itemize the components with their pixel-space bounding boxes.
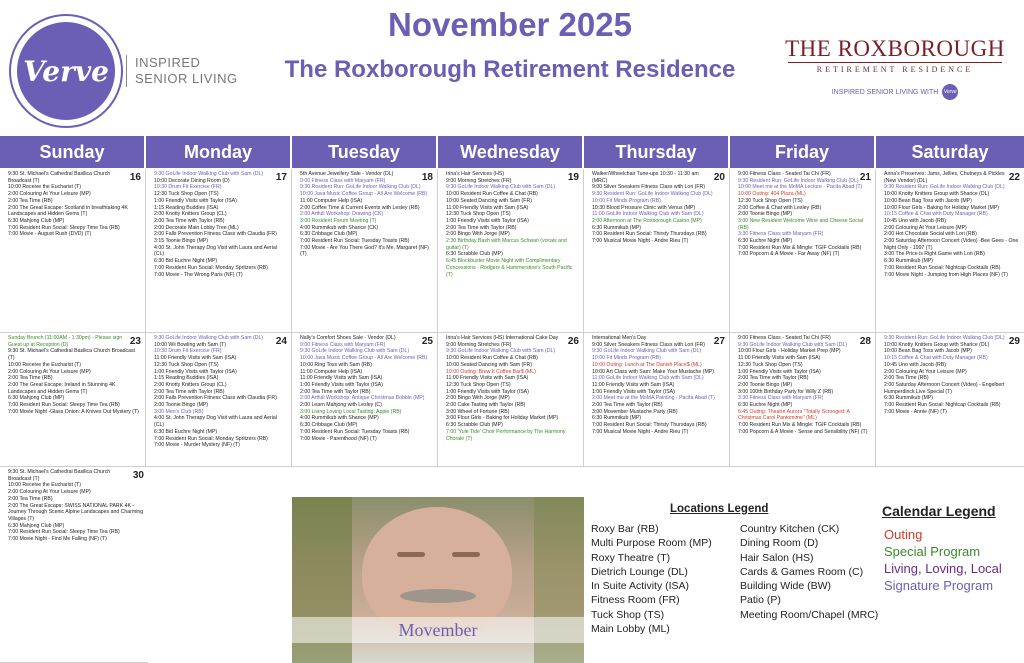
calendar-event: 2:00 Cake Tasting with Taylor (RB): [446, 402, 526, 409]
calendar-event: 10:00 Art Class with Sam: Make Your Mustache (MP): [592, 368, 714, 375]
calendar-event: 12:30 Tuck Shop Open (TS): [738, 361, 803, 368]
calendar-event: 2:00 Tea Time (RB): [8, 197, 53, 204]
location-item: Cards & Games Room (C): [740, 565, 864, 578]
calendar-event: 5th Avenue Jewellery Sale - Vendor (DL): [300, 171, 394, 177]
day-number: 16: [129, 172, 141, 183]
calendar-event: 9:00 Fitness Class with Maryam (FR): [300, 341, 386, 348]
calendar-event: 7:00 Movie Night - Find Me Falling (NF) (T): [8, 536, 107, 543]
day-number: 25: [421, 336, 433, 347]
calendar-event: 6:30 Rummikub (MP): [592, 224, 642, 231]
calendar-event: 6:30 Scrabble Club (MP): [446, 251, 503, 258]
calendar-event: 1:15 Reading Buddies (ISA): [154, 204, 219, 211]
calendar-event: 10:00 Flour Girls - Baking for Holiday Market (MP): [884, 204, 1000, 211]
calendar-event: 9:30 Resident Run: GoLife Indoor Walking Club (DL): [884, 335, 1005, 341]
calendar-event: 4:00 Rummikub with Sharice (CK): [300, 224, 379, 231]
calendar-event: 2:00 Bingo With Jorge (MP): [446, 395, 510, 402]
calendar-event: Anna's Preserves: Jams, Jellies, Chutneys & Pickles (New Vendor) (DL): [884, 171, 1005, 184]
calendar-event: 12:30 Tuck Shop Open (TS): [446, 381, 511, 388]
roxborough-logo: [780, 36, 1010, 100]
calendar-event: 7:00 Resident Run Social: Nightcap Cocktails (RB): [884, 264, 1001, 271]
calendar-event: 7:00 Resident Run Social: Sleepy Time Tea (RB): [8, 224, 120, 231]
photo-moustache: [400, 589, 476, 603]
calendar-event: 3:00 Movember Mustache Party (RB): [592, 408, 678, 415]
calendar-legend-title: Calendar Legend: [882, 503, 996, 519]
calendar-event: 10:00 Bean Bag Toss with Jacob (MP): [884, 197, 972, 204]
calendar-event: 3:30 Fitness Class with Maryam (FR): [738, 395, 824, 402]
day-number: 28: [859, 336, 871, 347]
calendar-event: 7:00 Movie - Annie (NF) (T): [884, 408, 947, 415]
calendar-event: 2:00 Meet me at the MoMA Painting - Pacita Abad (T): [592, 395, 715, 402]
calendar-event: 2:00 Coffee Time & Current Events with Lesley (RB): [300, 204, 420, 211]
calendar-event: 4:00 St. John Therapy Dog Visit with Laura and Aerial (CL): [154, 244, 277, 258]
calendar-event: 7:00 Resident Run Social: Monday Spritzers (RB): [154, 264, 268, 271]
calendar-event: 3:00 100th Birthday Party for Willy Z (RB): [738, 388, 834, 395]
calendar-event: 9:30 GoLife Indoor Walking Club with Sam (DL): [300, 348, 410, 355]
calendar-event: International Men's Day: [592, 335, 647, 341]
calendar-event: 10:00 Flour Girls - Holiday Market Prep (MP): [738, 348, 841, 355]
day-cell: [292, 169, 438, 333]
calendar-event: 10:00 Decorate Dining Room (D): [154, 177, 230, 184]
calendar-event: 2:00 Learn Mahjong with Lesley (C): [300, 402, 382, 409]
calendar-event: 7:00 Popcorn & A Movie - Sense and Sensibility (NF) (T): [738, 428, 868, 435]
calendar-event: 10:15 Coffee & Chat with Duty Manager (RB): [884, 355, 988, 362]
day-header-sunday: Sunday: [0, 136, 146, 168]
calendar-event: 9:00 Morning Stretches (FR): [446, 341, 512, 348]
day-cell: [876, 169, 1024, 333]
calendar-event: 7:00 Resident Run Mix & Mingle: TGIF Cocktails (RB): [738, 244, 862, 251]
calendar-event: 11:00 Friendly Visits with Sam (ISA): [300, 375, 383, 382]
photo-eye-right: [452, 552, 480, 557]
day-number: 21: [859, 172, 871, 183]
calendar-event: 10:00 Knotty Knitters Group with Sharice (DL): [884, 191, 990, 198]
calendar-event: 3:15 Toonie Bingo (MP): [154, 238, 209, 245]
calendar-event: 9:30 Resident Run: GoLife Indoor Walking Club (DL): [300, 184, 421, 191]
calendar-event: 7:00 Resident Run Social: Monday Spritzers (RB): [154, 435, 268, 442]
calendar-event: 2:00 Tea Time with Taylor (RB): [592, 402, 663, 409]
calendar-event: 7:00 Resident Run Social: Tuesday Toasts (RB): [300, 428, 410, 435]
calendar-event: 7:00 Movie Night - Jumping from High Places (NF) (T): [884, 271, 1008, 278]
calendar-event: 9:30 St. Michael's Cathedral Basilica Church Broadcast (T): [8, 469, 111, 482]
calendar-event: 2:00 Tea Time (RB): [8, 375, 53, 382]
calendar-event: 2:00 Bingo With Jorge (MP): [446, 231, 510, 238]
calendar-event: 3:00 Men's Club (RB): [154, 408, 204, 415]
calendar-event: Irina's Hair Services (HS): [446, 171, 505, 177]
mini-verve-logo: Verve: [942, 84, 958, 100]
location-item: Main Lobby (ML): [591, 623, 670, 636]
day-cell: [876, 333, 1024, 467]
photo-eye-left: [397, 552, 425, 557]
calendar-event: 7:00 Resident Run Social: Sleepy Time Tea (RB): [8, 529, 120, 536]
calendar-event: 1:00 Friendly Visits with Taylor (ISA): [592, 388, 675, 395]
calendar-event: 11:00 Friendly Visits with Sam (ISA): [738, 355, 821, 362]
calendar-event: 7:00 Resident Run Social: Tuesday Toasts (RB): [300, 238, 410, 245]
calendar-event: 2:00 Colouring At Your Leisure (MP): [8, 489, 91, 496]
movember-photo: [292, 497, 584, 663]
roxborough-tagline-text: INSPIRED SENIOR LIVING WITH: [831, 88, 939, 96]
calendar-event: 10:00 Seated Dancing with Sam (FR): [446, 197, 532, 204]
day-cell: [146, 333, 292, 467]
location-item: Roxy Theatre (T): [591, 551, 671, 564]
day-cell: [0, 333, 146, 467]
day-number: 24: [275, 336, 287, 347]
calendar-event: 10:00 Receive the Eucharist (T): [8, 184, 81, 191]
calendar-event: 7:00 Movie - Murder Mystery (NF) (T): [154, 442, 240, 449]
calendar-event: 7:00 Movie - Are You There God? It's Me, Margaret (NF) (T): [300, 244, 429, 258]
calendar-event: 6:30 Bid Euchre Night (MP): [154, 428, 218, 435]
calendar-event: 2:00 The Great Escape: Scotland in breathtaking 4K Landscapes and Hidden Gems (T): [8, 204, 128, 218]
day-number: 18: [421, 172, 433, 183]
location-item: Country Kitchen (CK): [740, 523, 840, 535]
calendar-event: 10:00 Knotty Knitters Group with Sharice (DL): [884, 341, 990, 348]
calendar-event: 2:00 Falls Prevention Fitness Class with Claudia (FR): [154, 231, 277, 238]
calendar-event: 9:30 GoLife Indoor Walking Club with Sam (DL): [446, 348, 556, 355]
calendar-event: 9:30 St. Michael's Cathedral Basilica Church Broadcast (T): [8, 348, 135, 362]
calendar-event: 6:30 Rummikub (MP): [884, 258, 934, 265]
location-item: Roxy Bar (RB): [591, 523, 659, 535]
calendar-event: 10:15 Coffee & Chat with Duty Manager (RB): [884, 211, 988, 218]
calendar-event: 6:30 Mahjong Club (MP): [8, 522, 65, 529]
legend-living-loving-local: Living, Loving, Local: [884, 561, 1002, 576]
month-title: November 2025: [388, 6, 632, 43]
location-item: Tuck Shop (TS): [591, 608, 665, 621]
calendar-event: 10:00 Outing: Lunch at The Danish Place$ (ML): [592, 361, 702, 368]
calendar-event: 10:00 Java Music Coffee Group - All Are Welcome (RB): [300, 191, 428, 198]
location-item: Multi Purpose Room (MP): [591, 537, 712, 550]
calendar-event: 7:00 Movie - Parenthood (NF) (T): [300, 435, 377, 442]
header: [0, 0, 1024, 136]
photo-caption: Movember: [292, 617, 584, 643]
day-number: 29: [1008, 336, 1020, 347]
calendar-event: 11:00 Friendly Visits with Sam (ISA): [446, 375, 529, 382]
calendar-event: 2:00 Tea Time with Taylor (RB): [738, 375, 809, 382]
calendar-event: 7:00 Movie - The Wrong Paris (NF) (T): [154, 271, 243, 278]
calendar-event: 9:30 Resident Run: GoLife Indoor Walking Club (DL): [592, 191, 713, 198]
calendar-event: 10:45 Uno with Jacob (RB): [884, 217, 946, 224]
verve-tagline: INSPIRED SENIOR LIVING: [126, 55, 256, 87]
calendar-event: 2:00 Tea Time (RB): [8, 495, 53, 502]
calendar-event: 10:00 Receive the Eucharist (T): [8, 361, 81, 368]
location-item: Dining Room (D): [740, 537, 819, 550]
calendar-event: 6:30 Rummikub (MP): [884, 395, 934, 402]
calendar-event: 9:30 St. Michael's Cathedral Basilica Church Broadcast (T): [8, 171, 111, 184]
day-of-week-header: [0, 136, 1024, 168]
calendar-event: 6:30 Rummikub (MP): [592, 415, 642, 422]
location-item: Hair Salon (HS): [740, 551, 814, 564]
locations-legend-title: Locations Legend: [670, 503, 769, 515]
day-header-thursday: Thursday: [584, 136, 730, 168]
day-cell: [438, 169, 584, 333]
day-cell: [438, 333, 584, 467]
day-cell: [584, 169, 730, 333]
calendar-event: 3:00 Living Loving Local Tasting: Apple (RB): [300, 408, 402, 415]
day-number: 22: [1008, 172, 1020, 183]
location-item: Patio (P): [740, 594, 781, 607]
calendar-event: 12:30 Tuck Shop Open (TS): [154, 191, 219, 198]
calendar-event: 4:00 St. John Therapy Dog Visit with Laura and Aerial (CL): [154, 415, 277, 429]
calendar-event: Walker/Wheelchair Tune-ups 10:30 - 11:30 am (MRC): [592, 171, 699, 184]
calendar-event: 2:00 Decorate Main Lobby Tree (ML): [154, 224, 239, 231]
day-header-tuesday: Tuesday: [292, 136, 438, 168]
calendar-event: 10:45 Uno with Jacob (RB): [884, 361, 946, 368]
calendar-event: 1:00 Friendly Visits with Taylor (ISA): [446, 388, 529, 395]
day-number: 26: [567, 336, 579, 347]
calendar-event: 9:30 GoLife Indoor Walking Club with Sam (DL): [154, 171, 264, 177]
day-number: 20: [713, 172, 725, 183]
calendar-event: 10:00 Receive the Eucharist (T): [8, 482, 81, 489]
locations-list-left: [591, 522, 741, 636]
calendar-event: 10:00 Outing: Brew It Coffee Bar$ (ML): [446, 368, 536, 375]
calendar-event: 12:30 Tuck Shop Open (TS): [446, 211, 511, 218]
calendar-event: 7:00 Movie - August Rush (DVD) (T): [8, 231, 92, 238]
calendar-event: Sunday Brunch (11:00AM - 1:30pm) - Please sign Guest up at Reception (D): [8, 335, 123, 348]
calendar-event: 1:00 Friendly Visits with Taylor (ISA): [154, 197, 237, 204]
day-header-monday: Monday: [146, 136, 292, 168]
location-item: Meeting Room/Chapel (MRC): [740, 608, 879, 621]
calendar-event: Nally's Comfort Shoes Sale - Vendor (DL): [300, 335, 396, 341]
calendar-event: 10:30 Drum Fit Exercise (FR): [154, 348, 222, 355]
calendar-event: 2:00 Colouring At Your Leisure (MP): [884, 224, 967, 231]
calendar-event: 9:30 Resident Run: GoLife Indoor Walking Club (DL): [884, 184, 1005, 191]
calendar-event: 10:30 Drum Fit Exercise (FR): [154, 184, 222, 191]
calendar-event: 10:00 Meet me at the MoMA Lecture - Pacita Abad (T): [738, 184, 863, 191]
calendar-event: 3:00 Wheel of Fortune (RB): [446, 408, 510, 415]
calendar-event: 10:00 Outing: 404 Plaza (ML): [738, 191, 806, 198]
calendar-event: 2:30 Birthday Bash with Marcus Schwan (vocals and guitar) (T): [446, 238, 567, 251]
calendar-event: 2:00 The Great Escape: Ireland in Stunning 4K Landscapes and Hidden Gems (T): [8, 381, 116, 395]
calendar-event: 11:00 Friendly Visits with Sam (ISA): [154, 355, 237, 362]
calendar-event: 2:00 Afternoon at The Roxborough Casino (MP): [592, 217, 702, 224]
day-cell: [584, 333, 730, 467]
location-item: Dietrich Lounge (DL): [591, 565, 688, 578]
calendar-event: 7:00 Resident Run Social: Thirsty Thursdays (RB): [592, 422, 707, 429]
calendar-event: 9:00 Fitness Class - Seated Tai Chi (FR): [738, 335, 831, 341]
verve-logo: Verve: [17, 22, 115, 120]
calendar-event: 6:30 Mahjong Club (MP): [8, 395, 65, 402]
calendar-event: 12:30 Tuck Shop Open (TS): [154, 361, 219, 368]
calendar-event: 2:00 Tea Time with Taylor (RB): [300, 388, 371, 395]
calendar-legend: [884, 526, 1019, 594]
calendar-event: 6:45 Blockbuster Movie Night with Complimentary Concessions - Rodgers & Hammerstine's South Pacific (T): [446, 258, 573, 278]
roxborough-subtitle: RETIREMENT RESIDENCE: [788, 62, 1002, 74]
week-row: [0, 169, 1024, 333]
calendar-event: 2:00 Colouring At Your Leisure (MP): [8, 368, 91, 375]
location-item: Fitness Room (FR): [591, 594, 680, 607]
calendar-event: 10:30 Blood Pressure Clinic with Venus (MP): [592, 204, 696, 211]
day-cell: [0, 467, 148, 663]
calendar-event: 7:00 Resident Run Social: Nightcap Cocktails (RB): [884, 402, 1001, 409]
calendar-event: 11:00 Computer Help (ISA): [300, 368, 363, 375]
location-item: Building Wide (BW): [740, 580, 832, 593]
calendar-event: 2:00 Saturday Afternoon Concert (Video) - Engelbert Humperdinck Live Special (T): [884, 381, 1005, 395]
calendar-event: 2:00 Tea Time with Taylor (RB): [154, 217, 225, 224]
location-item: In Suite Activity (ISA): [591, 580, 690, 593]
calendar-event: 1:00 Friendly Visits with Taylor (ISA): [300, 381, 383, 388]
legend-special-program: Special Program: [884, 544, 981, 559]
calendar-event: 9:30 GoLife Indoor Walking Club with Sam (DL): [592, 348, 702, 355]
calendar-event: 10:00 Ring Toss with Sam (RB): [300, 361, 372, 368]
calendar-event: 7:00 Musical Movie Night - Andre Rieu (T): [592, 428, 689, 435]
calendar-event: 2:00 Toonie Bingo (MP): [738, 381, 793, 388]
calendar-event: 1:15 Reading Buddies (ISA): [154, 375, 219, 382]
roxborough-tagline: [780, 84, 1010, 100]
calendar-event: 7:00 Resident Run Social: Thirsty Thursdays (RB): [592, 231, 707, 238]
calendar-event: Irina's Hair Services (HS) International Cake Day: [446, 335, 559, 341]
calendar-event: 1:00 Friendly Visits with Taylor (ISA): [446, 217, 529, 224]
calendar-event: 10:00 Resident Run Coffee & Chat (RB): [446, 355, 538, 362]
calendar-event: 2:00 Falls Prevention Fitness Class with Claudia (FR): [154, 395, 277, 402]
calendar-event: 6:30 Euchre Night (MP): [738, 238, 793, 245]
calendar-event: 7:00 Resident Run Social: Sleepy Time Tea (RB): [8, 402, 120, 409]
calendar-event: 6:45 Outing: Theatre Aurora "Totally Scrooged: A Christmas Carol Pantomime" (ML): [738, 408, 850, 422]
residence-title: The Roxborough Retirement Residence: [284, 56, 736, 83]
calendar-event: 2:00 Tea Time with Taylor (RB): [446, 224, 517, 231]
calendar-event: 11:00 Computer Help (ISA): [300, 197, 363, 204]
calendar-event: 2:00 Colouring At Your Leisure (MP): [8, 191, 91, 198]
calendar-event: 6:30 Cribbage Club (MP): [300, 231, 358, 238]
day-header-saturday: Saturday: [876, 136, 1024, 168]
locations-list-right: [740, 522, 890, 622]
calendar-event: 6:30 Bid Euchre Night (MP): [154, 258, 218, 265]
legend-signature-program: Signature Program: [884, 578, 994, 593]
calendar-event: 9:00 Silver Sneakers Fitness Class with Lori (FR): [592, 184, 706, 191]
calendar-event: 6:30 Mahjong Club (MP): [8, 217, 65, 224]
calendar-event: 1:00 Friendly Visits with Taylor (ISA): [738, 368, 821, 375]
day-number: 23: [129, 336, 141, 347]
calendar-event: 2:00 The Great Escape: SWISS NATIONAL PARK 4K - Journey Through Scenic Alpine Landscapes and Charming Villages (T): [8, 502, 144, 522]
calendar-event: 2:00 Knotty Knitters Group (CL): [154, 211, 227, 218]
calendar-event: 7:00 Musical Movie Night - Andre Rieu (T): [592, 238, 689, 245]
calendar-event: 10:00 Fit Minds Program (RB): [592, 197, 661, 204]
day-number: 17: [275, 172, 287, 183]
calendar-event: 11:00 Friendly Visits with Sam (ISA): [446, 204, 529, 211]
calendar-event: 11:00 GoLife Indoor Walking Club with Sam (DL): [592, 375, 704, 382]
calendar-event: 10:00 Resident Run Coffee & Chat (RB): [446, 191, 538, 198]
calendar-event: 2:00 Hot Chocolate Social with Lori (RB): [884, 231, 977, 238]
calendar-event: 3:00 The Price is Right Game with Lori (RB): [884, 251, 985, 258]
day-header-friday: Friday: [730, 136, 876, 168]
calendar-event: 7:00 'Yule Tide' Choir Performance by The Harmony Chorale (T): [446, 428, 566, 442]
calendar-event: 10:00 Fit Minds Program (RB): [592, 355, 661, 362]
calendar-event: 9:30 GoLife Indoor Walking Club with Sam (DL): [154, 335, 264, 341]
calendar-event: 6:30 Cribbage Club (MP): [300, 422, 358, 429]
calendar-event: 2:00 Tea Time (RB): [884, 375, 929, 382]
calendar-event: 10:00 Seated Dancing with Sam (FR): [446, 361, 532, 368]
calendar-event: 7:00 Resident Run Mix & Mingle: TGIF Cocktails (RB): [738, 422, 862, 429]
day-cell: [730, 333, 876, 467]
day-number: 27: [713, 336, 725, 347]
calendar-event: 9:00 Morning Stretches (FR): [446, 177, 512, 184]
calendar-event: 6:30 Scrabble Club (MP): [446, 422, 503, 429]
calendar-event: 9:30 GoLife Indoor Walking Club with Sam (DL): [738, 341, 848, 348]
calendar-event: 2:00 Artfull Workshop: Drawing (CK): [300, 211, 384, 218]
day-cell: [292, 333, 438, 467]
calendar-event: 1:00 Friendly Visits with Taylor (ISA): [154, 368, 237, 375]
day-number: 30: [132, 470, 144, 481]
calendar-event: 10:00 Wii Bowling with Sam (T): [154, 341, 227, 348]
calendar-event: 3:00 Flour Girls - Baking for Holiday Market (MP): [446, 415, 559, 422]
calendar-event: 2:00 Artfull Workshop: Antique Christmas Bobble (MP): [300, 395, 425, 402]
calendar-event: 2:00 Toonie Bingo (MP): [154, 402, 209, 409]
calendar-event: 9:00 Silver Sneakers Fitness Class with Lori (FR): [592, 341, 706, 348]
day-cell: [730, 169, 876, 333]
calendar-event: 6:30 Euchre Night (MP): [738, 402, 793, 409]
calendar-event: 2:00 Tea Time with Taylor (RB): [154, 388, 225, 395]
calendar-event: 10:00 Java Music Coffee Group - All Are Welcome (RB): [300, 355, 428, 362]
calendar-event: 11:00 GoLife Indoor Walking Club with Sam (DL): [592, 211, 704, 218]
calendar-event: 7:00 Movie Night -Glass Onion: A Knives Out Mystery (T): [8, 408, 139, 415]
calendar-event: 9:00 Fitness Class with Maryam (FR): [300, 177, 386, 184]
calendar-event: 9:30 Resident Run: GoLife Indoor Walking Club (DL): [738, 177, 859, 184]
calendar-event: 3:00 Resident Forum Meeting (T): [300, 217, 377, 224]
calendar-event: 7:00 Popcorn & A Movie - Far Away (NF) (T): [738, 251, 840, 258]
day-cell: [146, 169, 292, 333]
week-row: [0, 333, 1024, 467]
calendar-event: 10:00 Bean Bag Toss with Jacob (MP): [884, 348, 972, 355]
legend-outing: Outing: [884, 527, 923, 542]
calendar-event: 3:30 Fitness Class with Maryam (FR): [738, 231, 824, 238]
calendar-event: 2:00 Colouring At Your Leisure (MP): [884, 368, 967, 375]
calendar-event: 3:00 New Resident Welcome Wine and Cheese Social (RB): [738, 217, 864, 231]
calendar-event: 12:30 Tuck Shop Open (TS): [738, 197, 803, 204]
day-number: 19: [567, 172, 579, 183]
calendar-event: 2:00 Saturday Afternoon Concert (Video) -Bee Gees - One Night Only - 1997 (T): [884, 238, 1019, 251]
calendar-event: 11:00 Friendly Visits with Sam (ISA): [592, 381, 675, 388]
calendar-event: 2:00 Toonie Bingo (MP): [738, 211, 793, 218]
calendar-event: 2:00 Knotty Knitters Group (CL): [154, 381, 227, 388]
roxborough-name: THE ROXBOROUGH: [785, 36, 1005, 61]
day-cell: [0, 169, 146, 333]
calendar-event: 4:00 Rummikub with Sharice (MP): [300, 415, 379, 422]
day-header-wednesday: Wednesday: [438, 136, 584, 168]
calendar-event: 9:30 GoLife Indoor Walking Club with Sam (DL): [446, 184, 556, 191]
calendar-event: 9:00 Fitness Class - Seated Tai Chi (FR): [738, 171, 831, 177]
calendar-event: 2:00 Coffee & Chat with Lesley (RB): [738, 204, 822, 211]
